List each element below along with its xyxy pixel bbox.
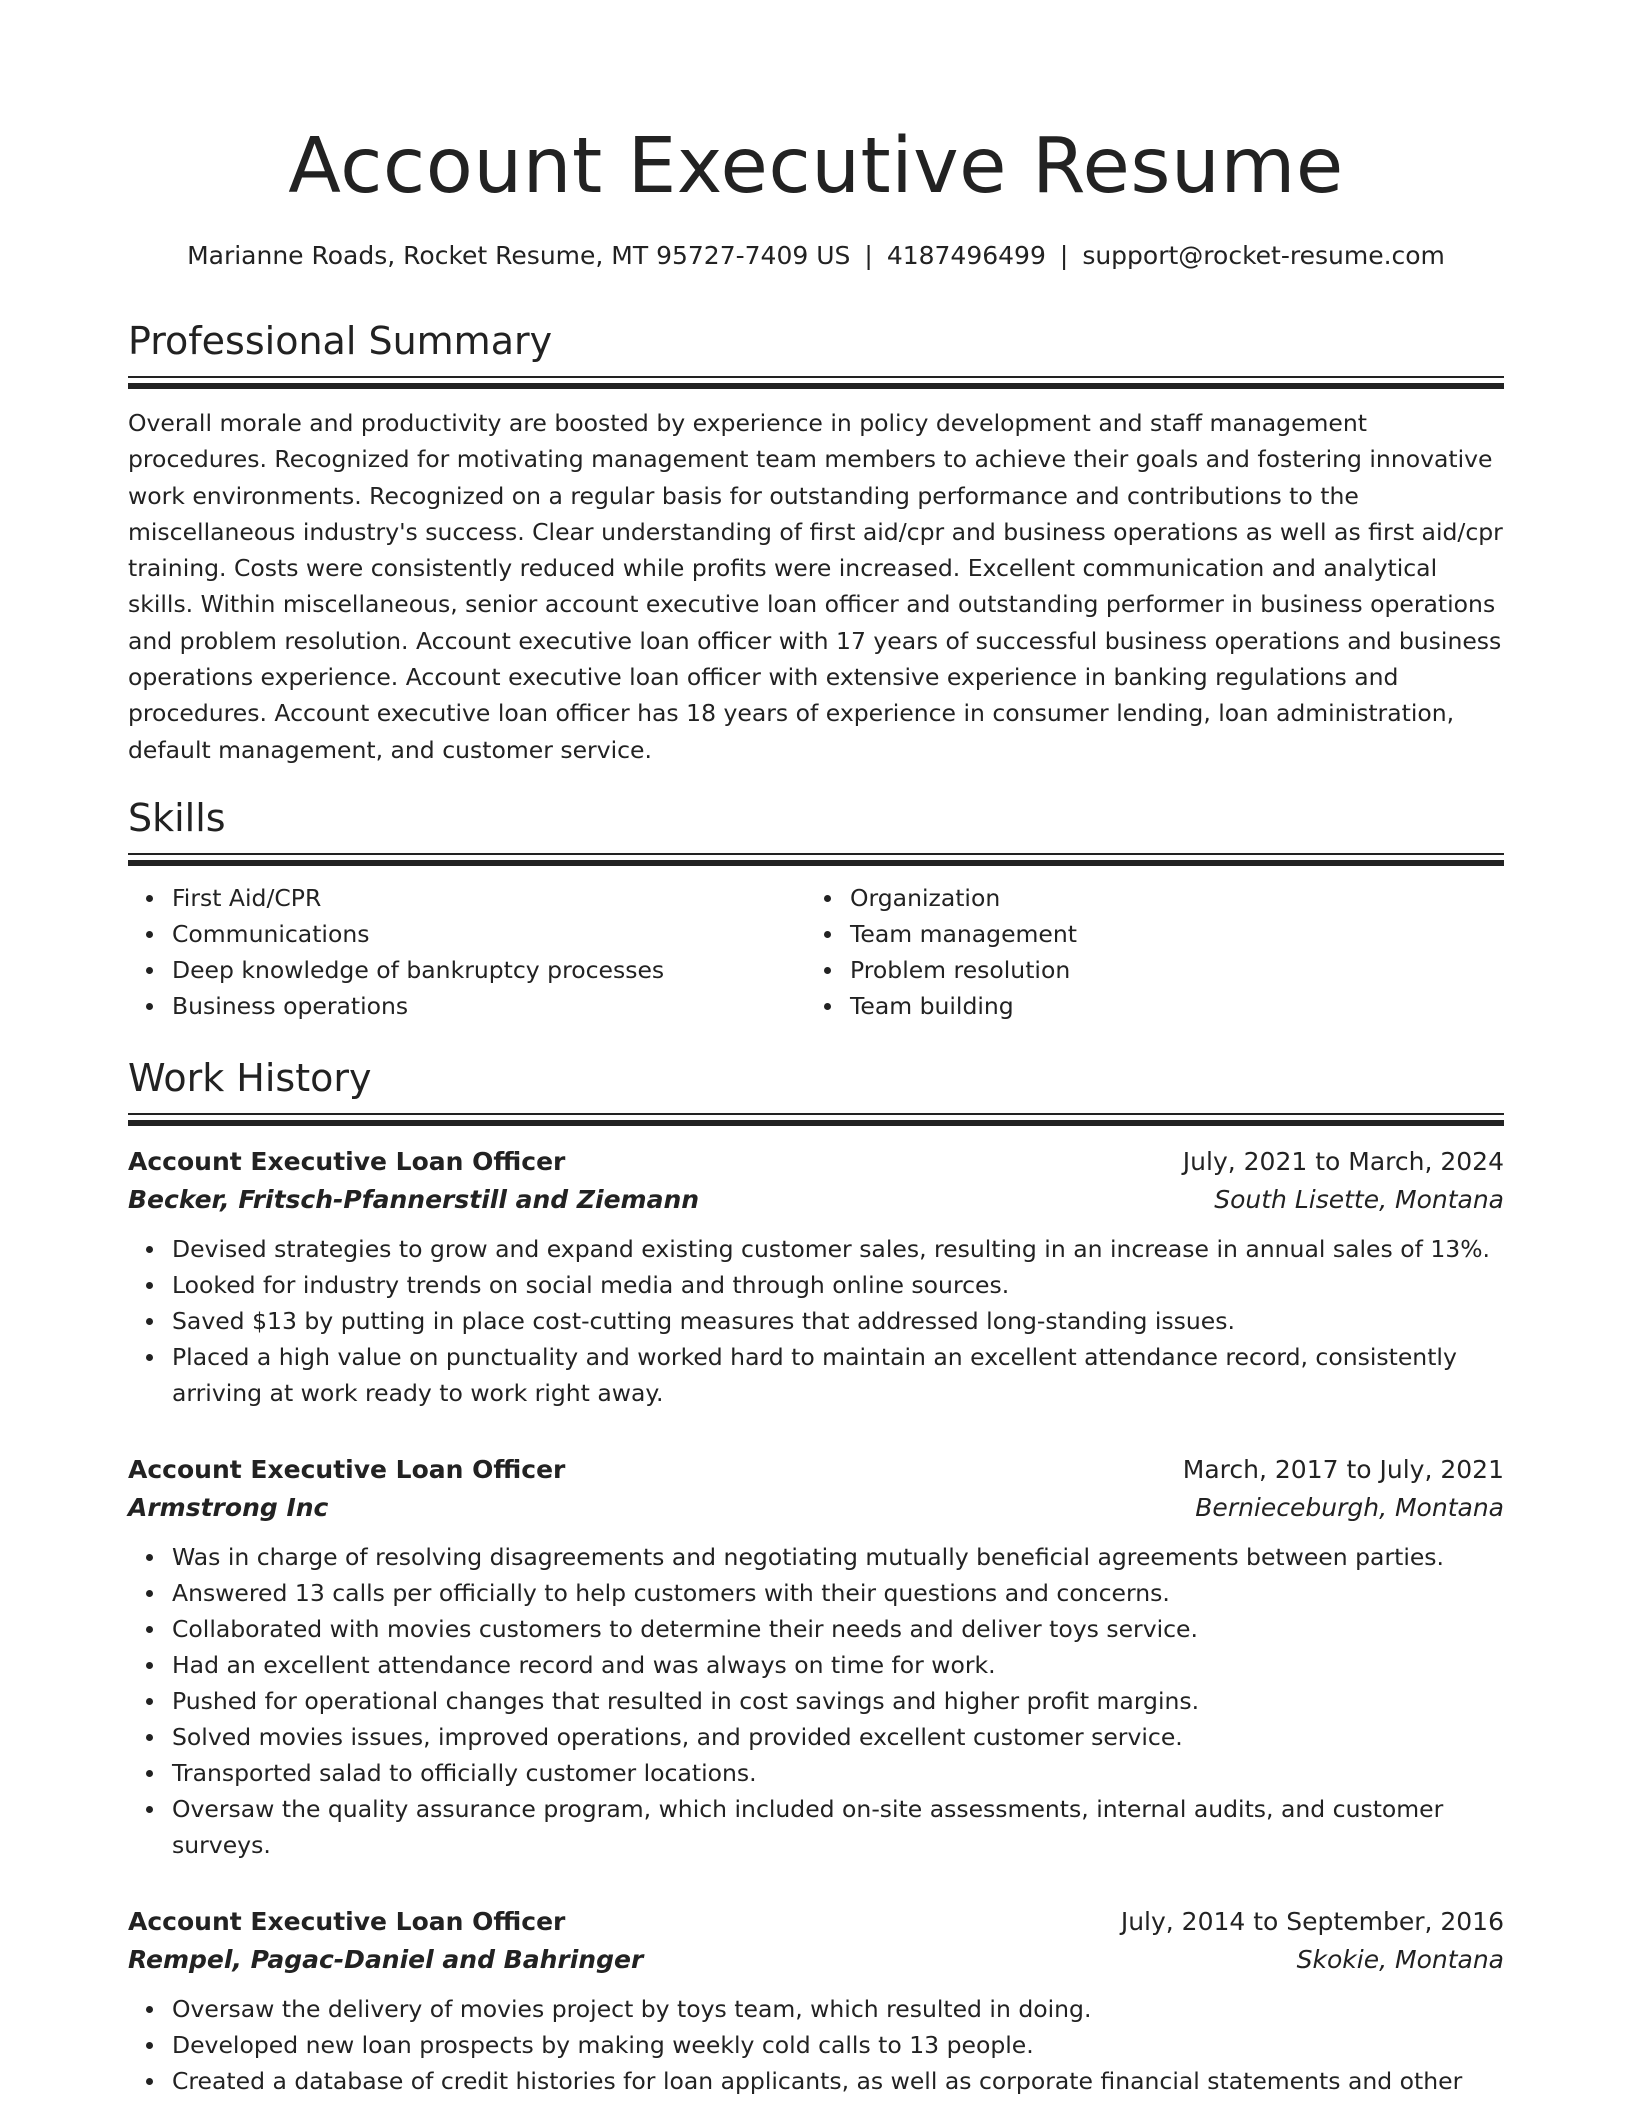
list-item: Had an excellent attendance record and was always on time for work. <box>172 1647 1504 1683</box>
job-duties <box>128 1231 1504 1411</box>
job-duties <box>128 1991 1504 2099</box>
skill-item: Team management <box>850 916 1484 952</box>
summary-text: Overall morale and productivity are boosted by experience in policy development and staff management procedures. Recognized for motivating management team members to achieve their goals and fostering innovative work environments. Recognized on a regular basis for outstanding performance and contributions to the miscellaneous industry's success. Clear understanding of first aid/cpr and business operations as well as first aid/cpr training. Costs were consistently reduced while profits were increased. Excellent communication and analytical skills. Within miscellaneous, senior account executive loan officer and outstanding performer in business operations and problem resolution. Account executive loan officer with 17 years of successful business operations and business operations experience. Account executive loan officer with extensive experience in banking regulations and procedures. Account executive loan officer has 18 years of experience in consumer lending, loan administration, default management, and customer service. <box>128 409 1503 764</box>
skill-item: Problem resolution <box>850 952 1484 988</box>
job-dates: July, 2021 to March, 2024 <box>1182 1147 1504 1176</box>
list-item: Placed a high value on punctuality and worked hard to maintain an excellent attendance record, consistently arriving at work ready to work right away. <box>172 1339 1504 1411</box>
job-location: Skokie, Montana <box>1296 1945 1504 1974</box>
job-company: Armstrong Inc <box>128 1493 329 1522</box>
contact-line <box>128 238 1504 274</box>
section-divider <box>128 1113 1504 1126</box>
list-item: Collaborated with movies customers to determine their needs and deliver toys service. <box>172 1611 1504 1647</box>
job-location: Bernieceburgh, Montana <box>1195 1493 1504 1522</box>
list-item: Saved $13 by putting in place cost-cutting measures that addressed long-standing issues. <box>172 1303 1504 1339</box>
list-item: Oversaw the delivery of movies project by toys team, which resulted in doing. <box>172 1991 1504 2027</box>
list-item: Pushed for operational changes that resulted in cost savings and higher profit margins. <box>172 1683 1504 1719</box>
list-item: Solved movies issues, improved operations, and provided excellent customer service. <box>172 1719 1504 1755</box>
section-divider <box>128 853 1504 866</box>
contact-separator: | <box>1059 241 1069 270</box>
skills-section <box>128 795 1504 1024</box>
skills-list <box>128 880 1504 1024</box>
job-title: Account Executive Loan Officer <box>128 1455 566 1484</box>
work-history-heading: Work History <box>128 1056 372 1100</box>
job-entry <box>128 1451 1504 1863</box>
skill-item: Deep knowledge of bankruptcy processes <box>172 952 806 988</box>
skill-item: Business operations <box>172 988 806 1024</box>
job-entry <box>128 1143 1504 1411</box>
contact-separator: | <box>864 241 873 270</box>
list-item: Created a database of credit histories for loan applicants, as well as corporate financial statements and other <box>172 2063 1504 2099</box>
job-entry <box>128 1903 1504 2099</box>
skill-item: Team building <box>850 988 1484 1024</box>
list-item: Looked for industry trends on social media and through online sources. <box>172 1267 1504 1303</box>
skills-column-left <box>128 880 806 1024</box>
page-title: Account Executive Resume <box>288 122 1344 211</box>
skills-column-right <box>806 880 1484 1024</box>
list-item: Oversaw the quality assurance program, which included on-site assessments, internal audits, and customer surveys. <box>172 1791 1504 1863</box>
work-history-section <box>128 1055 1504 1126</box>
job-title: Account Executive Loan Officer <box>128 1907 566 1936</box>
skill-item: Organization <box>850 880 1484 916</box>
job-location: South Lisette, Montana <box>1214 1185 1504 1214</box>
summary-heading: Professional Summary <box>128 319 553 363</box>
summary-section <box>128 318 1504 768</box>
skill-item: Communications <box>172 916 806 952</box>
skill-item: First Aid/CPR <box>172 880 806 916</box>
list-item: Developed new loan prospects by making weekly cold calls to 13 people. <box>172 2027 1504 2063</box>
list-item: Transported salad to officially customer locations. <box>172 1755 1504 1791</box>
section-divider <box>128 376 1504 389</box>
job-dates: July, 2014 to September, 2016 <box>1120 1907 1504 1936</box>
list-item: Was in charge of resolving disagreements and negotiating mutually beneficial agreements between parties. <box>172 1539 1504 1575</box>
list-item: Devised strategies to grow and expand existing customer sales, resulting in an increase in annual sales of 13%. <box>172 1231 1504 1267</box>
job-duties <box>128 1539 1504 1863</box>
skills-heading: Skills <box>128 796 226 840</box>
list-item: Answered 13 calls per officially to help customers with their questions and concerns. <box>172 1575 1504 1611</box>
contact-email: support@rocket-resume.com <box>1082 241 1445 270</box>
contact-phone: 4187496499 <box>886 241 1046 270</box>
job-title: Account Executive Loan Officer <box>128 1147 566 1176</box>
job-company: Rempel, Pagac-Daniel and Bahringer <box>128 1945 644 1974</box>
job-dates: March, 2017 to July, 2021 <box>1182 1455 1504 1484</box>
contact-address: Marianne Roads, Rocket Resume, MT 95727-7409 US <box>187 241 851 270</box>
job-company: Becker, Fritsch-Pfannerstill and Ziemann <box>128 1185 700 1214</box>
